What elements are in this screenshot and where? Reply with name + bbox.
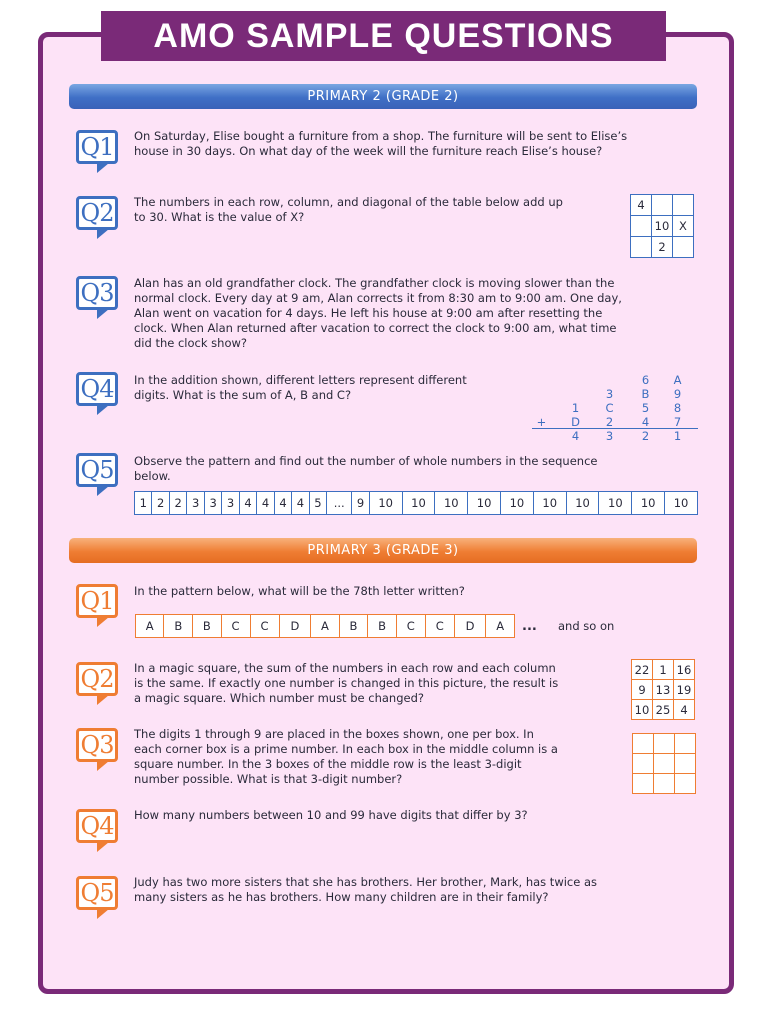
grid-cell (654, 734, 675, 754)
sequence-cell: D (279, 615, 311, 638)
text-line: a magic square. Which number must be changed? (134, 691, 424, 705)
addition-digit: 3 (605, 387, 615, 401)
sequence-cell: 10 (632, 492, 665, 515)
p2-q4-text (134, 373, 467, 403)
addition-digit: 6 (641, 373, 651, 387)
q1-icon: Q1 (76, 130, 118, 164)
addition-digit: 4 (641, 415, 651, 429)
grid-cell: X (673, 216, 694, 237)
q2-icon: Q2 (76, 662, 118, 696)
p3-q4-text (134, 808, 528, 823)
text-line: below. (134, 469, 171, 483)
grid-cell (654, 774, 675, 794)
grid-cell: 4 (674, 700, 695, 720)
grid-cell: 1 (653, 660, 674, 680)
grid-cell: 13 (653, 680, 674, 700)
addition-digit: 7 (673, 415, 683, 429)
p3-q1-suffix: and so on (558, 619, 615, 633)
p3-q2-text (134, 661, 558, 706)
sequence-cell: 10 (665, 492, 698, 515)
addition-row (528, 387, 698, 401)
text-line: The numbers in each row, column, and diagonal of the table below add up (134, 195, 563, 209)
p3-q3-empty-grid (632, 733, 696, 794)
p2-q2-text (134, 195, 563, 225)
text-line: did the clock show? (134, 336, 247, 350)
addition-row (528, 373, 698, 387)
sequence-cell: C (221, 615, 250, 638)
grid-cell: 16 (674, 660, 695, 680)
text-line: to 30. What is the value of X? (134, 210, 305, 224)
addition-digit: 2 (641, 429, 651, 443)
grid-cell (652, 195, 673, 216)
addition-digit: 8 (673, 401, 683, 415)
grid-cell: 25 (653, 700, 674, 720)
grid-cell: 10 (652, 216, 673, 237)
sequence-cell: 1 (135, 492, 152, 515)
text-line: In a magic square, the sum of the numbers in each row and each column (134, 661, 556, 675)
sequence-cell: C (396, 615, 425, 638)
q3-icon: Q3 (76, 728, 118, 762)
sequence-cell: 3 (187, 492, 204, 515)
q3-icon: Q3 (76, 276, 118, 310)
grid-cell: 9 (632, 680, 653, 700)
p3-q1-text (134, 584, 465, 599)
text-line: Alan went on vacation for 4 days. He left his house at 9:00 am after resetting the (134, 306, 603, 320)
addition-digit: 1 (673, 429, 683, 443)
text-line: In the addition shown, different letters represent different (134, 373, 467, 387)
text-line: square number. In the 3 boxes of the middle row is the least 3-digit (134, 757, 522, 771)
sequence-cell: 3 (204, 492, 221, 515)
p2-q3-text (134, 276, 622, 351)
text-line: normal clock. Every day at 9 am, Alan corrects it from 8:30 am to 9:00 am. One day, (134, 291, 622, 305)
addition-digit: 1 (571, 401, 581, 415)
grid-cell (631, 216, 652, 237)
sequence-cell: D (454, 615, 486, 638)
p2-q2-grid (630, 194, 694, 258)
text-line: How many numbers between 10 and 99 have digits that differ by 3? (134, 808, 528, 822)
text-line: house in 30 days. On what day of the week will the furniture reach Elise’s house? (134, 144, 603, 158)
p2-q1-text (134, 129, 627, 159)
sequence-cell: B (368, 615, 397, 638)
text-line: each corner box is a prime number. In each box in the middle column is a (134, 742, 558, 756)
sequence-cell: 10 (500, 492, 533, 515)
sequence-cell: 10 (369, 492, 402, 515)
sequence-cell: B (339, 615, 368, 638)
addition-digit: C (605, 401, 615, 415)
q2-icon: Q2 (76, 196, 118, 230)
text-line: number possible. What is that 3-digit number? (134, 772, 403, 786)
grid-cell (631, 237, 652, 258)
section-header-primary-3: PRIMARY 3 (GRADE 3) (69, 538, 697, 563)
addition-digit: + (536, 415, 548, 429)
sequence-cell: 4 (274, 492, 291, 515)
sequence-cell: 4 (239, 492, 256, 515)
sequence-cell: 9 (352, 492, 369, 515)
text-line: In the pattern below, what will be the 78th letter written? (134, 584, 465, 598)
sequence-cell: B (164, 615, 193, 638)
sequence-cell: A (136, 615, 164, 638)
text-line: The digits 1 through 9 are placed in the boxes shown, one per box. In (134, 727, 534, 741)
p3-q1-ellipsis: ... (522, 619, 537, 634)
sequence-cell: 3 (222, 492, 239, 515)
sequence-cell: 10 (435, 492, 468, 515)
q1-icon: Q1 (76, 584, 118, 618)
sequence-cell: C (425, 615, 454, 638)
addition-row (528, 401, 698, 415)
sequence-cell: 10 (599, 492, 632, 515)
sequence-cell: 4 (292, 492, 309, 515)
grid-cell (633, 754, 654, 774)
text-line: On Saturday, Elise bought a furniture from a shop. The furniture will be sent to Elise’s (134, 129, 628, 143)
sequence-cell: B (193, 615, 222, 638)
q4-icon: Q4 (76, 372, 118, 406)
text-line: many sisters as he has brothers. How many children are in their family? (134, 890, 549, 904)
text-line: digits. What is the sum of A, B and C? (134, 388, 352, 402)
sum-line (532, 428, 698, 429)
addition-digit: 5 (641, 401, 651, 415)
grid-cell (675, 754, 696, 774)
addition-digit: 2 (605, 415, 615, 429)
addition-digit: 3 (605, 429, 615, 443)
addition-row (528, 429, 698, 443)
addition-row (528, 415, 698, 429)
grid-cell (633, 774, 654, 794)
grid-cell (673, 195, 694, 216)
addition-digit: A (673, 373, 683, 387)
text-line: Observe the pattern and find out the number of whole numbers in the sequence (134, 454, 598, 468)
p2-q5-text (134, 454, 597, 484)
sequence-cell: A (486, 615, 515, 638)
p3-q1-sequence (135, 614, 515, 638)
addition-digit: 4 (571, 429, 581, 443)
addition-digit: D (571, 415, 581, 429)
grid-cell: 2 (652, 237, 673, 258)
grid-cell (675, 774, 696, 794)
grid-cell (673, 237, 694, 258)
grid-cell: 4 (631, 195, 652, 216)
grid-cell: 10 (632, 700, 653, 720)
sequence-cell: 10 (533, 492, 566, 515)
sequence-cell: 10 (402, 492, 435, 515)
addition-digit: 9 (673, 387, 683, 401)
text-line: Alan has an old grandfather clock. The grandfather clock is moving slower than the (134, 276, 615, 290)
page-title: AMO SAMPLE QUESTIONS (101, 11, 666, 61)
grid-cell: 22 (632, 660, 653, 680)
text-line: is the same. If exactly one number is changed in this picture, the result is (134, 676, 559, 690)
grid-cell (633, 734, 654, 754)
q4-icon: Q4 (76, 809, 118, 843)
sequence-cell: A (311, 615, 339, 638)
sequence-cell: C (250, 615, 279, 638)
sequence-cell: 10 (468, 492, 501, 515)
sequence-cell: 2 (169, 492, 186, 515)
sequence-cell: ... (327, 492, 352, 515)
p3-q3-text (134, 727, 558, 787)
sequence-cell: 4 (257, 492, 274, 515)
q5-icon: Q5 (76, 876, 118, 910)
p2-q5-sequence (134, 491, 698, 515)
p3-q2-magic-square (631, 659, 695, 720)
sequence-cell: 10 (566, 492, 599, 515)
p2-q4-addition (528, 373, 698, 443)
text-line: clock. When Alan returned after vacation to correct the clock to 9:00 am, what time (134, 321, 617, 335)
sequence-cell: 5 (309, 492, 326, 515)
sequence-cell: 2 (152, 492, 169, 515)
grid-cell (675, 734, 696, 754)
section-header-primary-2: PRIMARY 2 (GRADE 2) (69, 84, 697, 109)
q5-icon: Q5 (76, 453, 118, 487)
grid-cell: 19 (674, 680, 695, 700)
p3-q5-text (134, 875, 597, 905)
grid-cell (654, 754, 675, 774)
addition-digit: B (641, 387, 651, 401)
text-line: Judy has two more sisters that she has brothers. Her brother, Mark, has twice as (134, 875, 598, 889)
